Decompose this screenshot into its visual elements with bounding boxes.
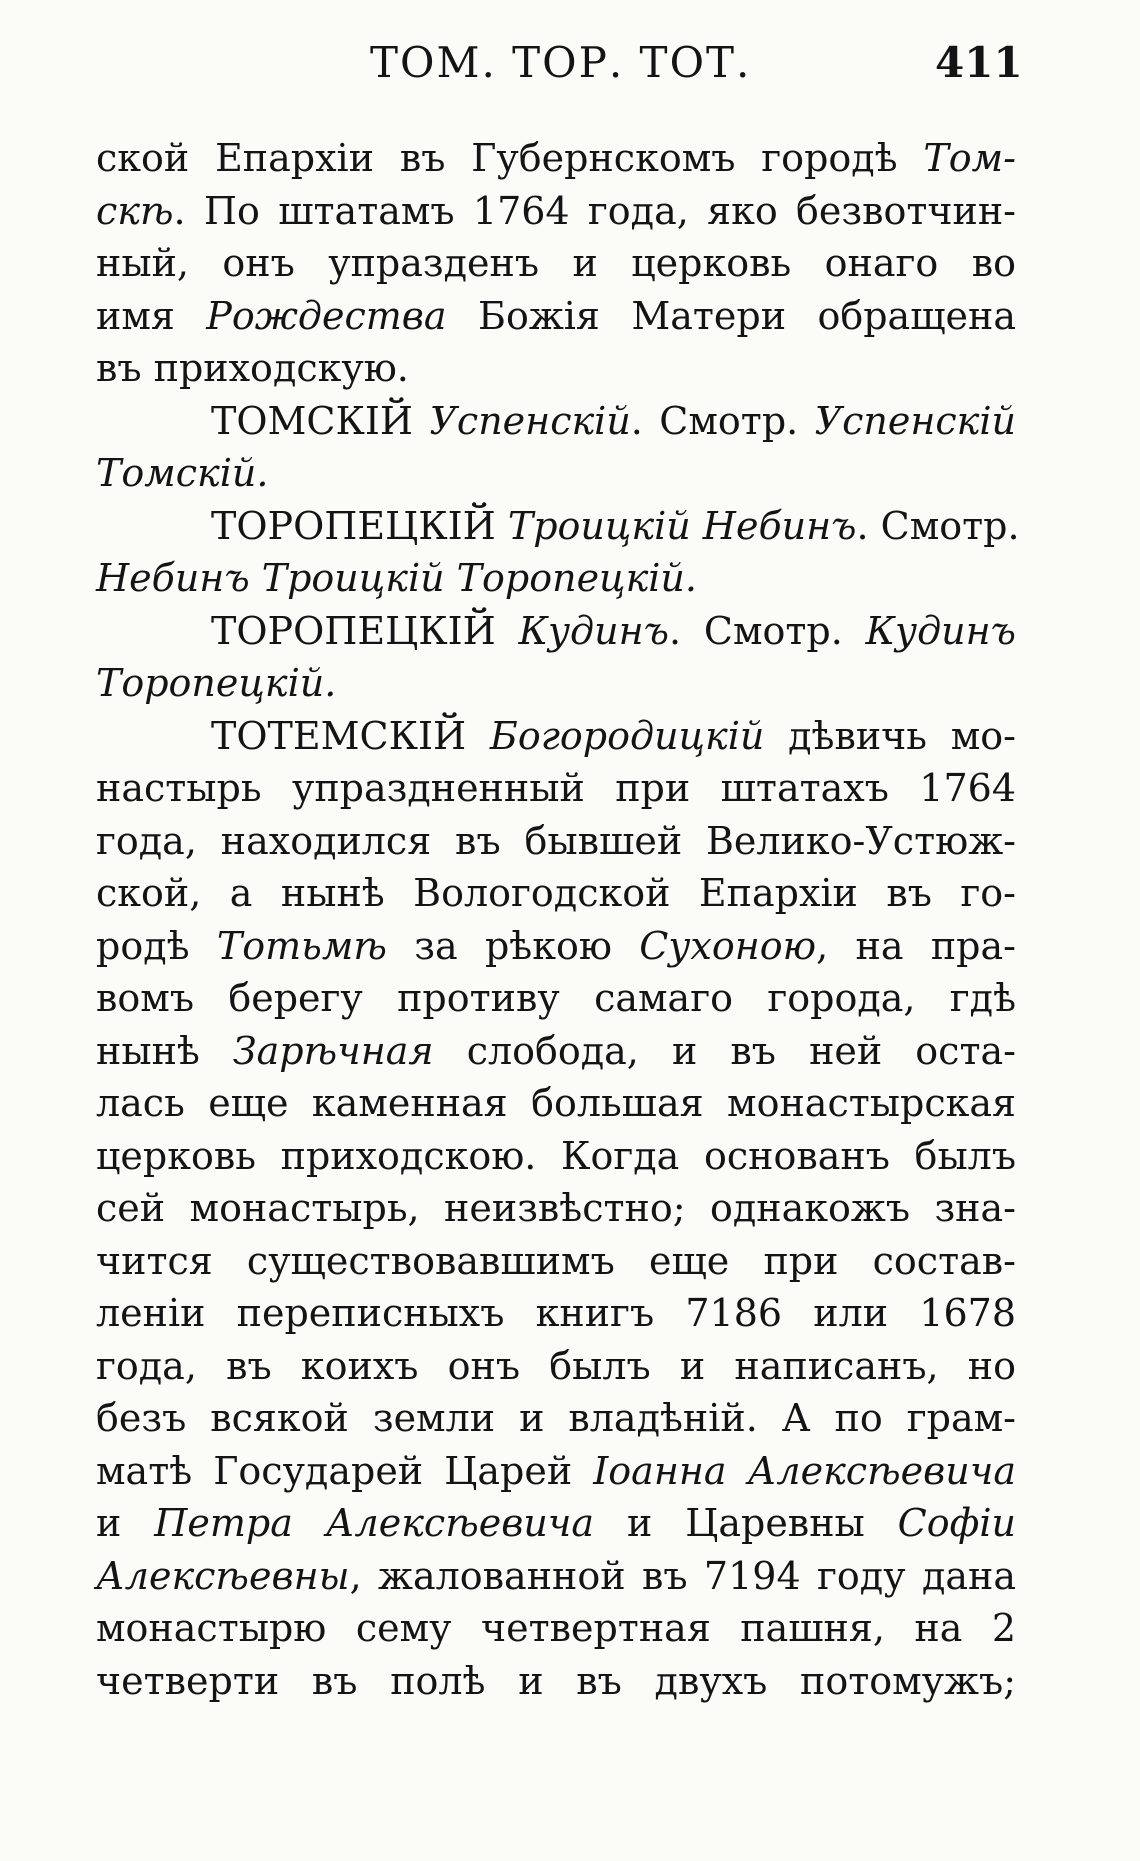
text-line	[96, 867, 1016, 920]
text-line	[96, 1655, 1016, 1708]
text-run: настырь упраздненный при штатахъ 1764	[96, 766, 1016, 810]
text-run: безъ всякой земли и владѣній. А по грам-	[96, 1396, 1016, 1440]
text-run: ТОРОПЕЦКІЙ	[211, 608, 496, 653]
text-line	[96, 1130, 1016, 1183]
page-number: 411	[935, 38, 1023, 87]
text-run: и	[96, 1501, 155, 1545]
text-line	[96, 1550, 1016, 1603]
italic-text: Сухоною	[639, 923, 817, 968]
italic-text: Алексѣевны	[96, 1553, 350, 1598]
italic-text: Том-	[923, 136, 1016, 180]
text-run: въ приходскую.	[96, 346, 409, 390]
italic-text: Зарѣчная	[232, 1028, 434, 1073]
text-line	[96, 762, 1016, 815]
text-run: монастырю сему четвертная пашня, на 2	[96, 1606, 1016, 1650]
text-run: . По штатамъ 1764 года, яко безвотчин-	[173, 188, 1016, 233]
text-run: лась еще каменная большая монастырская	[96, 1081, 1016, 1125]
italic-text: Софіи	[897, 1501, 1016, 1545]
italic-text: скѣ	[96, 188, 174, 233]
italic-text: Успенскій	[814, 398, 1016, 443]
text-run: сей монастырь, неизвѣстно; однакожъ зна-	[96, 1186, 1016, 1230]
text-run: ный, онъ упразденъ и церковь онаго во	[96, 241, 1016, 285]
text-run: года, въ коихъ онъ былъ и написанъ, но	[96, 1343, 1016, 1388]
text-line	[96, 1287, 1016, 1340]
text-line	[96, 395, 1016, 448]
text-line	[96, 1445, 1016, 1498]
text-line	[96, 237, 1016, 290]
italic-text: Петра Алексѣевича	[154, 1501, 595, 1545]
text-run: ской Епархіи въ Губернскомъ городѣ	[96, 136, 924, 180]
text-run: церковь приходскою. Когда основанъ былъ	[96, 1133, 1016, 1178]
text-run: ской, а нынѣ Вологодской Епархіи въ го-	[96, 871, 1016, 915]
text-run: и Царевны	[594, 1501, 898, 1545]
text-run: вомъ берегу противу самаго города, гдѣ	[96, 976, 1016, 1020]
text-run: родѣ	[96, 923, 217, 968]
text-line	[96, 1025, 1016, 1078]
italic-text: Богородицкій	[466, 713, 765, 758]
text-run: . Смотр.	[856, 503, 1020, 548]
running-head-title: ТОМ. ТОР. ТОТ.	[370, 38, 752, 87]
italic-text: Кудинъ	[495, 608, 669, 653]
text-run: чится существовавшимъ еще при состав-	[96, 1238, 1016, 1283]
text-line	[96, 972, 1016, 1025]
text-run: ТОМСКІЙ	[211, 398, 414, 443]
text-run: , жалованной въ 7194 году дана	[349, 1553, 1016, 1598]
text-run: за рѣкою	[386, 923, 640, 968]
text-line	[96, 447, 1016, 500]
body-text	[96, 132, 1020, 1707]
italic-text: Іоанна Алексѣевича	[593, 1448, 1016, 1493]
text-run: . Смотр.	[668, 608, 866, 653]
text-run: имя	[96, 293, 207, 338]
text-run: нынѣ	[96, 1028, 233, 1073]
text-line	[96, 500, 1020, 553]
text-run: слобода, и въ ней оста-	[433, 1028, 1016, 1073]
text-run: ТОТЕМСКІЙ	[211, 713, 467, 758]
text-line	[96, 342, 1016, 395]
running-head	[0, 38, 1140, 98]
text-line	[96, 185, 1016, 238]
italic-text: Успенскій	[413, 398, 631, 443]
text-line	[96, 1497, 1016, 1550]
text-run: дѣвичь мо-	[764, 713, 1016, 758]
text-run: матѣ Государей Царей	[96, 1448, 594, 1493]
text-line	[96, 1602, 1016, 1655]
text-line	[96, 605, 1016, 658]
text-line	[96, 1182, 1016, 1235]
italic-text: Кудинъ	[865, 608, 1016, 653]
text-line	[96, 1392, 1016, 1445]
text-run: Божія Матери обращена	[446, 293, 1016, 338]
text-run: , на пра-	[816, 923, 1016, 968]
italic-text: Небинъ Троицкій Торопецкій.	[96, 556, 697, 600]
text-run: четверти въ полѣ и въ двухъ потомужъ;	[96, 1658, 1016, 1703]
text-line	[96, 1077, 1016, 1130]
text-line	[96, 920, 1016, 973]
italic-text: Троицкій Небинъ	[495, 503, 857, 548]
text-run: года, находился въ бывшей Велико-Устюж-	[96, 818, 1016, 863]
text-line	[96, 815, 1016, 868]
text-run: . Смотр.	[630, 398, 815, 443]
text-line	[96, 290, 1016, 343]
italic-text: Тотьмѣ	[216, 923, 387, 968]
text-line	[96, 710, 1016, 763]
text-line	[96, 657, 1016, 710]
text-line	[96, 132, 1016, 185]
text-line	[96, 552, 1016, 605]
text-run: ТОРОПЕЦКІЙ	[211, 503, 496, 548]
italic-text: Рождества	[206, 293, 447, 338]
text-line	[96, 1235, 1016, 1288]
italic-text: Томскій.	[96, 451, 269, 495]
text-line	[96, 1340, 1016, 1393]
italic-text: Торопецкій.	[96, 661, 337, 705]
text-run: леніи переписныхъ книгъ 7186 или 1678	[96, 1291, 1016, 1335]
